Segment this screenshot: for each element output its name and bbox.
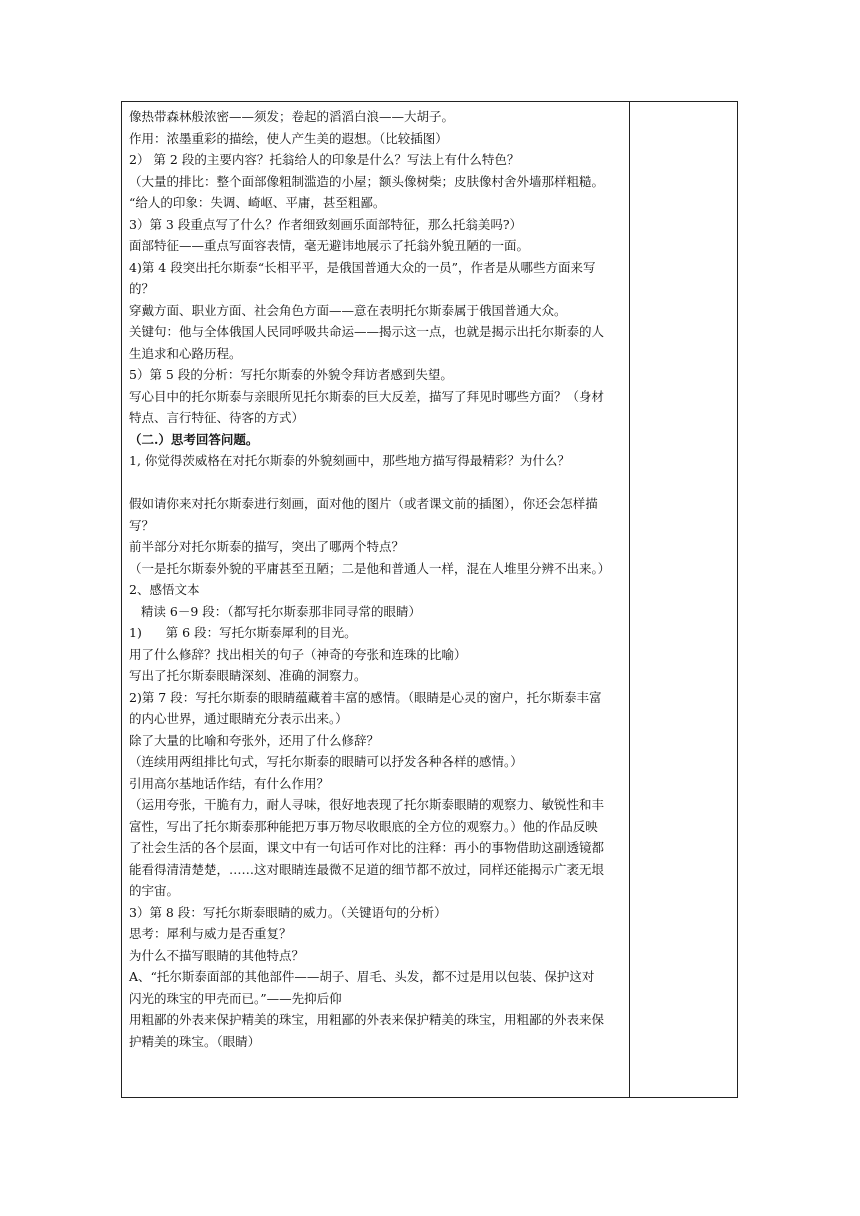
- text-line: 4)第 4 段突出托尔斯泰“长相平平，是俄国普通大众的一员”，作者是从哪些方面来写: [129, 259, 596, 275]
- text-line: 写心目中的托尔斯泰与亲眼所见托尔斯泰的巨大反差，描写了拜见时哪些方面？（身材: [129, 388, 605, 404]
- text-line: 用了什么修辞？找出相关的句子（神奇的夸张和连珠的比喻）: [129, 646, 467, 662]
- text-line: （一是托尔斯泰外貌的平庸甚至丑陋；二是他和普通人一样，混在人堆里分辨不出来。）: [129, 560, 611, 576]
- text-line: 为什么不描写眼睛的其他特点？: [129, 947, 305, 963]
- text-line: 写？: [129, 517, 155, 533]
- text-line: 闪光的珠宝的甲壳而已。”——先抑后仰: [129, 990, 342, 1006]
- text-line: 3）第 3 段重点写了什么？作者细致刻画乐面部特征，那么托翁美吗?）: [129, 216, 523, 232]
- text-line: 了社会生活的各个层面，课文中有一句话可作对比的注释：再小的事物借助这副透镜都: [129, 840, 605, 855]
- text-line: （连续用两组排比句式，写托尔斯泰的眼睛可以抒发各种各样的感情。）: [129, 754, 523, 769]
- text-line: 2)第 7 段：写托尔斯泰的眼睛蕴藏着丰富的感情。（眼睛是心灵的窗户，托尔斯泰丰富: [129, 689, 602, 705]
- text-line: 的？: [129, 281, 155, 296]
- text-line: 假如请你来对托尔斯泰进行刻画，面对他的图片（或者课文前的插图），你还会怎样描: [129, 496, 598, 511]
- text-line: 富性，写出了托尔斯泰那种能把万事万物尽收眼底的全方位的观察力。）他的作品反映: [129, 818, 598, 834]
- text-line: （大量的排比：整个面部像粗制滥造的小屋；额头像树柴；皮肤像村舍外墙那样粗糙。: [129, 173, 605, 189]
- text-line: 作用：浓墨重彩的描绘，使人产生美的遐想。（比较插图）: [129, 130, 448, 146]
- text-line: 2、感悟文本: [129, 582, 200, 597]
- text-line: 除了大量的比喻和夸张外，还用了什么修辞？: [129, 732, 380, 748]
- main-cell-content: [129, 106, 625, 1052]
- text-line: 5）第 5 段的分析：写托尔斯泰的外貌令拜访者感到失望。: [129, 367, 453, 382]
- text-line: 的内心世界，通过眼睛充分表示出来。）: [129, 711, 348, 726]
- text-line: 1, 你觉得茨威格在对托尔斯泰的外貌刻画中，那些地方描写得最精彩？为什么？: [129, 453, 570, 468]
- text-line: “给人的印象：失调、崎岖、平庸，甚至粗鄙。: [129, 195, 386, 210]
- text-line: 的宇宙。: [129, 883, 180, 898]
- text-line: 关键句：他与全体俄国人民同呼吸共命运——揭示这一点，也就是揭示出托尔斯泰的人: [129, 324, 605, 339]
- text-line: 面部特征——重点写面容表情，毫无避讳地展示了托翁外貌丑陋的一面。: [129, 238, 530, 253]
- text-line: 用粗鄙的外表来保护精美的珠宝，用粗鄙的外表来保护精美的珠宝，用粗鄙的外表来保: [129, 1012, 605, 1027]
- blank-line: [129, 472, 625, 494]
- text-line: 生追求和心路历程。: [129, 345, 242, 361]
- section-heading: （二.）思考回答问题。: [129, 431, 259, 447]
- text-line: （运用夸张，干脆有力，耐人寻味，很好地表现了托尔斯泰眼睛的观察力、敏锐性和丰: [129, 797, 605, 812]
- text-line: A、“托尔斯泰面部的其他部件——胡子、眉毛、头发，都不过是用以包装、保护这对: [129, 969, 595, 984]
- text-line: 1) 第 6 段：写托尔斯泰犀利的目光。: [129, 625, 357, 640]
- text-line: 像热带森林般浓密——须发；卷起的滔滔白浪——大胡子。: [129, 109, 455, 124]
- text-line: 特点、言行特征、待客的方式）: [129, 410, 305, 425]
- text-line: 穿戴方面、职业方面、社会角色方面——意在表明托尔斯泰属于俄国普通大众。: [129, 302, 567, 318]
- text-line: 思考：犀利与威力是否重复？: [129, 926, 292, 941]
- text-line: 引用高尔基地话作结，有什么作用？: [129, 775, 330, 791]
- text-line: 精读 6－9 段：（都写托尔斯泰那非同寻常的眼睛）: [129, 603, 422, 619]
- text-line: 2） 第 2 段的主要内容？托翁给人的印象是什么？写法上有什么特色？: [129, 152, 520, 167]
- text-line: 能看得清清楚楚，……这对眼睛连最微不足道的细节都不放过，同样还能揭示广袤无垠: [129, 861, 605, 877]
- text-line: 前半部分对托尔斯泰的描写，突出了哪两个特点？: [129, 539, 405, 554]
- column-divider: [629, 101, 630, 1098]
- text-line: 护精美的珠宝。（眼睛）: [129, 1033, 261, 1049]
- text-line: 3）第 8 段：写托尔斯泰眼睛的威力。（关键语句的分析）: [129, 904, 447, 920]
- text-line: 写出了托尔斯泰眼睛深刻、准确的洞察力。: [129, 668, 367, 683]
